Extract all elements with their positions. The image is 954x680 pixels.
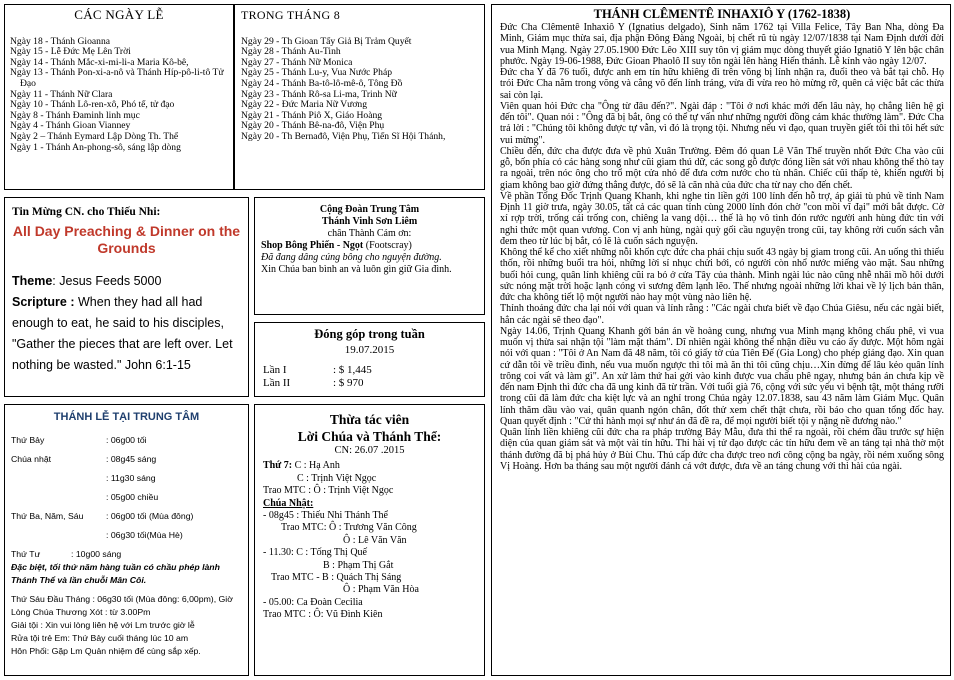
mass-title: THÁNH LỄ TẠI TRUNG TÂM bbox=[53, 411, 200, 423]
contribution-date: 19.07.2015 bbox=[344, 344, 395, 356]
saint-paragraph: Đức cha Y đã 76 tuổi, được anh em tín hữu khiêng đi trên võng bị lính nhận ra, đuổi theo và bắt tại chỗ. Họ trói Đức Cha nằm trong võng và cẳng võ đến lính tráng, vừa đi vừa reo hò mừng rỡ, quên cả việc bắt các thừa sai còn lại. bbox=[500, 67, 944, 101]
minister-line: - 11.30: C : Tống Thị Quế bbox=[263, 547, 367, 559]
saint-paragraph: Thỉnh thoảng đức cha lại nói với quan và lính rằng : "Các ngài chưa biết về đạo Chúa Giêsu, nếu các ngài biết, hẳn các ngài sẽ theo đạo". bbox=[500, 303, 944, 326]
feast-item: Ngày 14 - Thánh Mắc-xi-mi-li-a Maria Kô-bê, bbox=[10, 56, 189, 68]
saturday-label: Thứ 7: bbox=[263, 460, 293, 472]
schedule-row bbox=[11, 491, 242, 504]
sunday-label: Chúa Nhật: bbox=[263, 497, 314, 509]
schedule-day: Thứ Ba, Năm, Sáu bbox=[11, 511, 84, 521]
saint-paragraph: Về phần Tổng Đốc Trịnh Quang Khanh, khi nghe tin liền gởi 100 lính đến hỗ trợ, áp giải tù phủ về tỉnh Nam Định 11 giờ trưa, ngày 30.05, tất cả các quan tỉnh cùng 2000 lính đón chờ "con mồi vĩ đại" mới bắt được. Cờ xí rợp trời, trống cái trống con, chiêng la vang dội… thế là họ vô tình đón rước người anh hùng đức tin với nghi thức một quan vương. Con vị anh hùng, ngài quỳ gối cầu nguyện trong cũi, tay không rời cuốn sách vẫn đem theo từ lúc bị bắt, có lẽ là cuốn sách nguyện. bbox=[500, 190, 944, 247]
contribution-box bbox=[254, 322, 485, 397]
contribution-row bbox=[263, 364, 476, 377]
saint-paragraph: Chiều đến, đức cha được đưa về phủ Xuân Trường. Đêm đó quan Lê Văn Thế truyền nhốt Đức Cha vào cũi gỗ, bốn phía có các hàng song như cũi giam thú dữ, các song gỗ được đóng liền sát với nhau không thể thò tay ra ngoài, trên nóc ông cho trổ một cửa nhỏ để đưa cơm nước cho tù nhân. Chiếc cũi thấp tè, khiến người bị giam không bao giờ đứng thẳng được, đó sẽ là căn nhà của đức cha từ nay cho đến chết. bbox=[500, 145, 944, 191]
saint-paragraph: Quân lính liền khiêng cũi đức cha ra pháp trường Bảy Mẫu, đưa thi thể ra ngoài, rồi chém đầu trước sự hiện diện của quan giám sát và một vài tín hữu. Thi hài vị tử đạo được các tín hữu đem về an táng tại nhà thờ một thánh đường đã bị phá hủy ở Bùi Chu. Thủ cấp đức cha được treo nơi công cộng ba ngày, rồi ném xuống sông Vị Hoàng. Hơn ba tháng sau một người đánh cá vớt được, đưa về an táng chung với thi hài của ngài. bbox=[500, 427, 944, 472]
schedule-row bbox=[11, 434, 242, 447]
minister-line: Trao MTC : Ô: Vũ Đình Kiên bbox=[263, 609, 383, 621]
saint-paragraph: Viên quan hỏi Đức cha "Ông từ đâu đến?". Ngài đáp : "Tôi ở nơi khác mới đến lâu này, họ chẳng liên hệ gì đến tôi". Quan nói : "Ông đã bị bắt, ông có thể tự vấn như những người đồng cảm khác thường làm". Đức Cha trả lời : "Chúng tôi không được tự vẫn, vì đó là trọng tội. Nhưng nếu vì đạo, quan truyền giết tôi thì tôi hết sức vui mừng". bbox=[500, 100, 944, 146]
shop-note: (Footscray) bbox=[363, 240, 412, 251]
schedule-day: Thứ Tư bbox=[11, 549, 41, 559]
month-item: Ngày 24 - Thánh Ba-tô-lô-mê-ô, Tông Đồ bbox=[241, 77, 403, 89]
contribution-row bbox=[263, 377, 476, 390]
schedule-time: : 11g30 sáng bbox=[106, 473, 156, 483]
month-title: TRONG THÁNG 8 bbox=[241, 8, 341, 22]
contribution-title: Đóng góp trong tuần bbox=[314, 327, 425, 341]
contribution-value: : $ 970 bbox=[333, 377, 364, 389]
scripture-label: Scripture : bbox=[12, 295, 75, 309]
contribution-label: Lần II bbox=[263, 377, 291, 389]
ministers-date: CN: 26.07 .2015 bbox=[334, 445, 405, 456]
feast-item: Ngày 8 - Thánh Đaminh linh mục bbox=[10, 109, 140, 121]
month-item: Ngày 25 - Thánh Lu-y, Vua Nước Pháp bbox=[241, 67, 392, 79]
community-box bbox=[254, 197, 485, 315]
month-item: Ngày 29 - Th Gioan Tẩy Giả Bị Trảm Quyết bbox=[241, 35, 412, 47]
month-item: Ngày 20 - Th Bernađô, Viện Phụ, Tiến Sĩ Hội Thánh, bbox=[241, 130, 446, 142]
month-list bbox=[241, 37, 478, 143]
schedule-row bbox=[11, 529, 242, 542]
marriage-info: Hôn Phối: Gặp Lm Quản nhiệm để cùng sắp xếp. bbox=[11, 646, 201, 656]
feasts-box bbox=[4, 4, 234, 190]
feast-item: Ngày 10 - Thánh Lô-ren-xô, Phó tế, tử đạo bbox=[10, 99, 175, 111]
month-item: Ngày 20 - Thánh Bê-na-đô, Viện Phụ bbox=[241, 120, 385, 132]
mass-schedule-box bbox=[4, 404, 249, 676]
feast-item: Ngày 11 - Thánh Nữ Clara bbox=[10, 88, 113, 100]
kids-heading: Tin Mừng CN. cho Thiếu Nhi: bbox=[12, 206, 161, 218]
feast-item: Ngày 1 - Thánh An-phong-sô, sáng lập dòng bbox=[10, 141, 181, 153]
community-thanks: chân Thành Cám ơn: bbox=[327, 228, 412, 239]
feast-item: Ngày 18 - Thánh Gioanna bbox=[10, 35, 110, 47]
schedule-row bbox=[11, 548, 242, 561]
schedule-day: Chúa nhật bbox=[11, 454, 52, 464]
month-item: Ngày 27 - Thánh Nữ Monica bbox=[241, 56, 353, 68]
saturday-line bbox=[263, 460, 476, 472]
minister-line: Trao MTC: Ô : Trương Văn Công bbox=[281, 522, 417, 534]
confession-info: Giải tội : Xin vui lòng liên hệ với Lm trước giờ lễ bbox=[11, 620, 195, 630]
schedule-day: Thứ Bảy bbox=[11, 435, 45, 445]
schedule-time: : 06g30 tối(Mùa Hè) bbox=[106, 530, 183, 540]
feasts-title: CÁC NGÀY LỄ bbox=[74, 7, 164, 22]
kids-gospel-box bbox=[4, 197, 249, 397]
first-friday: Thứ Sáu Đầu Tháng : 06g30 tối (Mùa đông: 6,00pm), Giờ Lòng Chúa Thương Xót : từ 3.00Pm bbox=[11, 594, 233, 617]
theme-label: Theme bbox=[12, 274, 53, 288]
minister-line: Trao MTC - B : Quách Thị Sáng bbox=[271, 572, 402, 584]
schedule-time: : 05g00 chiều bbox=[106, 492, 159, 502]
ministers-box bbox=[254, 404, 485, 676]
community-subtitle: Thánh Vinh Sơn Liêm bbox=[321, 216, 418, 227]
contribution-label: Lần I bbox=[263, 364, 287, 376]
community-italic: Đã đang dâng cúng bông cho nguyện đường. bbox=[261, 252, 442, 263]
ministers-title: Thừa tác viên bbox=[329, 412, 410, 427]
minister-line: - 05.00: Ca Đoàn Cecilia bbox=[263, 596, 363, 608]
minister-line: C : Trịnh Việt Ngọc bbox=[297, 472, 377, 484]
saint-title: THÁNH CLÊMENTÊ INHAXIÔ Y (1762-1838) bbox=[593, 7, 851, 21]
kids-verse bbox=[12, 271, 241, 376]
minister-line: - 08g45 : Thiếu Nhi Thánh Thể bbox=[263, 510, 388, 522]
event-title: All Day Preaching & Dinner on the Grounds bbox=[12, 223, 241, 256]
theme-text: : Jesus Feeds 5000 bbox=[52, 274, 162, 288]
month-item: Ngày 28 - Thánh Au-Tinh bbox=[241, 46, 341, 58]
feast-item: Ngày 15 - Lễ Đức Mẹ Lên Trời bbox=[10, 46, 131, 58]
schedule-row bbox=[11, 453, 242, 466]
shop-name: Shop Bông Phiến - Ngọt bbox=[261, 240, 364, 251]
feast-item: Ngày 13 - Thánh Pon-xi-a-nô và Thánh Híp-pô-li-tô Tử Đạo bbox=[10, 67, 224, 89]
saint-paragraph: Ngày 14.06, Trịnh Quang Khanh gởi bản án về hoàng cung, nhưng vua Minh mạng không chấu phê, vì vua muốn vị thừa sai nhận tội "làm mặt thám". Dĩ nhiên ngài không thể nhận điều vu cáo ấy được. Một hôm ngài nói với quan : "Tôi ở An Nam đã 48 năm, tôi có giấy tờ của Tiên Đế (Gia Long) cho phép giảng đạo. Xin quan cứ dẫn tôi về triều đình, nếu vua muốn ngược thì tôi mà ăn thì tôi cũng chịu…Xin đừng để lâu kẻo quân lính trông coi vất và làm gì". An xử làm thứ hai gởi vào kinh được vua chấu phê ngay, nhưng bản án chưa kịp về đến nam Định thì đức cha đã ung kinh đã từ trần. Với tuổi già 76, cộng với sức yếu vì bệnh tật, một tháng rưỡi trong cũi đã làm đức cha kiệt lực và an nghỉ trong Chúa ngày 12.07.1838, sau 43 năm làm Giám Mục. Quân lính thăm dầu vào vai, quân quanh ngón chân, đốt thử xem chết thật chưa, rồi báo cho quan tổng đốc hay. Quan quyết định : "Cứ thi hành mọi sự như án đã đề ra, để mọi người biết tội y nặng nề đương nào." bbox=[500, 325, 944, 427]
saint-box bbox=[491, 4, 951, 676]
shop-line bbox=[261, 240, 478, 252]
minister-line: Trao MTC : Ô : Trịnh Việt Ngọc bbox=[263, 485, 394, 497]
community-blessing: Xin Chúa ban bình an và luôn gìn giữ Gia đình. bbox=[261, 264, 452, 275]
schedule-time: : 06g00 tối bbox=[106, 435, 147, 445]
contribution-value: : $ 1,445 bbox=[333, 364, 372, 376]
scripture-text: When they had all had enough to eat, he said to his disciples, "Gather the pieces that are left over. Let nothing be wasted." John 6:1-15 bbox=[12, 295, 233, 372]
feast-item: Ngày 4 - Thánh Gioan Vianney bbox=[10, 120, 131, 132]
community-title: Cộng Đoàn Trung Tâm bbox=[319, 204, 420, 215]
special-note: Đặc biệt, tối thứ năm hàng tuần có chầu phép lành Thánh Thể và lần chuỗi Mân Côi. bbox=[11, 562, 220, 585]
minister-line: Ô : Lê Văn Văn bbox=[343, 534, 407, 546]
schedule-time: : 06g00 tối (Mùa đông) bbox=[106, 511, 194, 521]
saint-paragraph: Đức Cha Clêmentê Inhaxiô Y (Ignatius delgado), Sinh năm 1762 tại Villa Felice, Tây Ban Nha, dòng Đa Minh, Giám mục thừa sai, địa phận Đông Đàng Ngoài, bị chết rũ tù ngày 12/07/1838 tại Nam Định dưới đời vua Minh Mạng. Ngày 27.05.1900 Đức Lêo XIII suy tôn vị giám mục dòng thuyết giáo Ignatiô Y lên bậc chân phước. Ngày 19-06-1988, Đức Gioan Phaolô II suy tôn ngài lên hàng Hiển thánh. Lễ kính vào ngày 12/07. bbox=[500, 22, 944, 67]
baptism-info: Rửa tội trẻ Em: Thứ Bảy cuối tháng lúc 10 am bbox=[11, 633, 189, 643]
feasts-list bbox=[10, 37, 228, 154]
feast-item: Ngày 2 – Thánh Eymard Lập Dòng Th. Thể bbox=[10, 130, 179, 142]
schedule-time: : 08g45 sáng bbox=[106, 454, 157, 464]
schedule-row bbox=[11, 472, 242, 485]
schedule-row bbox=[11, 510, 242, 523]
ministers-subtitle: Lời Chúa và Thánh Thể: bbox=[297, 429, 442, 444]
saint-paragraph: Không thể kể cho xiết những nỗi khốn cực đức cha phải chịu suốt 43 ngày bị giam trong cũi. An uống thì thiếu thốn, rồi những buổi tra hỏi, những lời sỉ nhục chửi bới, có người còn nhổ nước miếng vào mặt. Sau những buổi hỏi cung, quân lính khiêng cũi ra bỏ ở cửa Tây của thành. Mình ngài lúc nào cũng nhễ nhãi mồ hôi dưới sức nóng mặt trời hoặc lạnh cóng vì sương đêm lạnh lẽo. Thế nhưng ngoài những lời khai về lý lịch bản thân, đức cha không tiết lộ một người nào hay một vùng nào liên hệ. bbox=[500, 247, 944, 303]
minister-line: Ô : Phạm Văn Hòa bbox=[343, 584, 419, 596]
month-item: Ngày 22 - Đức Maria Nữ Vương bbox=[241, 99, 368, 111]
schedule-time: : 10g00 sáng bbox=[71, 549, 122, 559]
month-item: Ngày 21 - Thánh Piô X, Giáo Hoàng bbox=[241, 109, 383, 121]
month-box bbox=[234, 4, 485, 190]
minister-text: C : Hạ Anh bbox=[292, 460, 340, 472]
minister-line: B : Phạm Thị Gắt bbox=[323, 559, 394, 571]
month-item: Ngày 23 - Thánh Rô-sa Li-ma, Trinh Nữ bbox=[241, 88, 397, 100]
